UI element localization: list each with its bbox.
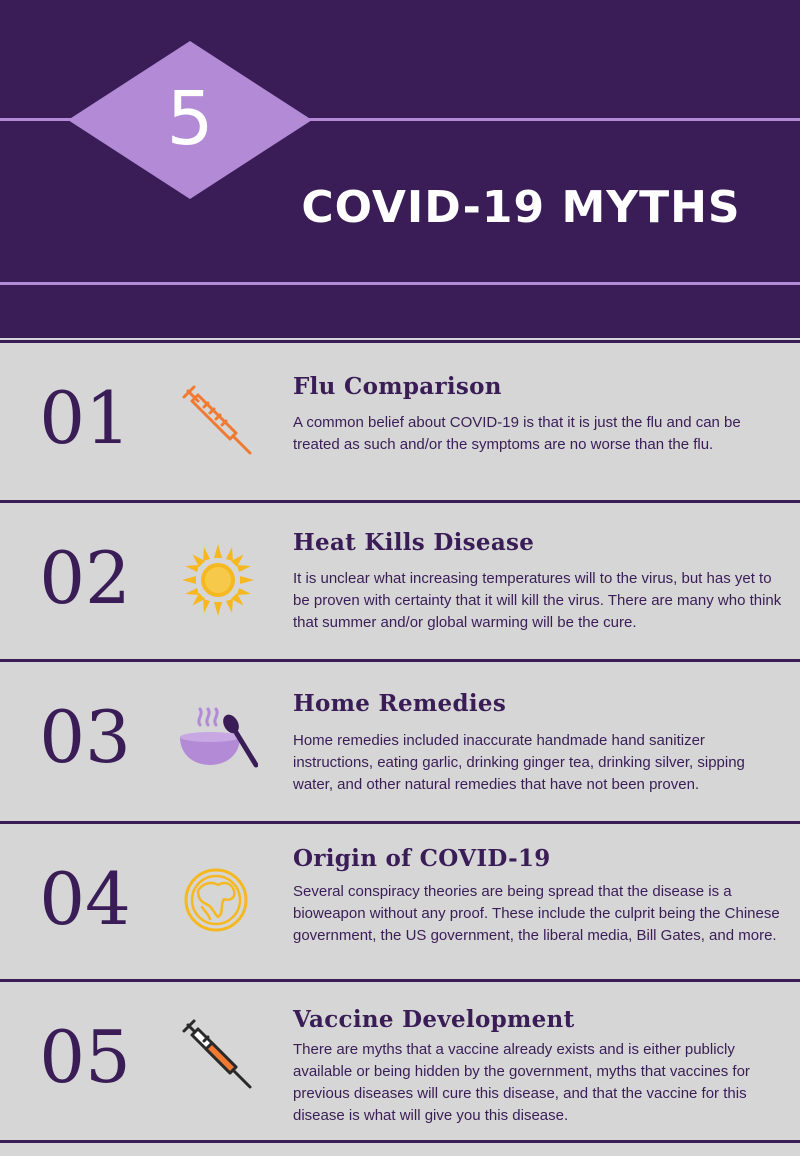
separator <box>0 340 800 343</box>
myth-title: Origin of COVID-19 <box>293 845 551 872</box>
myth-description: Home remedies included inaccurate handmade hand sanitizer instructions, eating garlic, drinking ginger tea, drinking silver, sipping water, and other natural remedies that have not been proven. <box>293 732 745 793</box>
myth-description: It is unclear what increasing temperatures will to the virus, but has yet to be proven with certainty that it will kill the virus. There are many who think that summer and/or global warming will be the cure. <box>293 570 782 631</box>
myth-number: 05 <box>39 1015 131 1099</box>
myth-number: 03 <box>39 695 131 779</box>
globe-icon <box>178 861 258 941</box>
separator <box>0 659 800 662</box>
myth-number: 01 <box>39 376 131 460</box>
soup-bowl-icon <box>178 703 258 783</box>
header-banner <box>0 0 800 338</box>
separator <box>0 1140 800 1143</box>
myth-title: Vaccine Development <box>293 1006 575 1033</box>
myth-description: There are myths that a vaccine already exists and is either publicly available or being hidden by the government, myths that vaccines for previous diseases will cure this disease, and that the vaccine for this disease is what will give you this disease. <box>293 1041 750 1124</box>
page-title: COVID-19 MYTHS <box>301 182 741 233</box>
myth-title: Flu Comparison <box>293 373 502 400</box>
syringe-outline-icon <box>178 381 258 461</box>
sun-icon <box>178 540 258 620</box>
myth-number: 02 <box>39 536 131 620</box>
myth-description: A common belief about COVID-19 is that it is just the flu and can be treated as such and/or the symptoms are no worse than the flu. <box>293 414 741 453</box>
separator <box>0 500 800 503</box>
separator <box>0 821 800 824</box>
myth-title: Home Remedies <box>293 690 507 717</box>
header-line-bottom <box>0 282 800 285</box>
myth-title: Heat Kills Disease <box>293 529 535 556</box>
syringe-filled-icon <box>178 1015 258 1095</box>
header-number: 5 <box>166 76 214 162</box>
myth-description: Several conspiracy theories are being spread that the disease is a bioweapon without any proof. These include the culprit being the Chinese government, the US government, the liberal media, Bill Gates, and more. <box>293 883 780 944</box>
myth-number: 04 <box>39 857 131 941</box>
separator <box>0 979 800 982</box>
